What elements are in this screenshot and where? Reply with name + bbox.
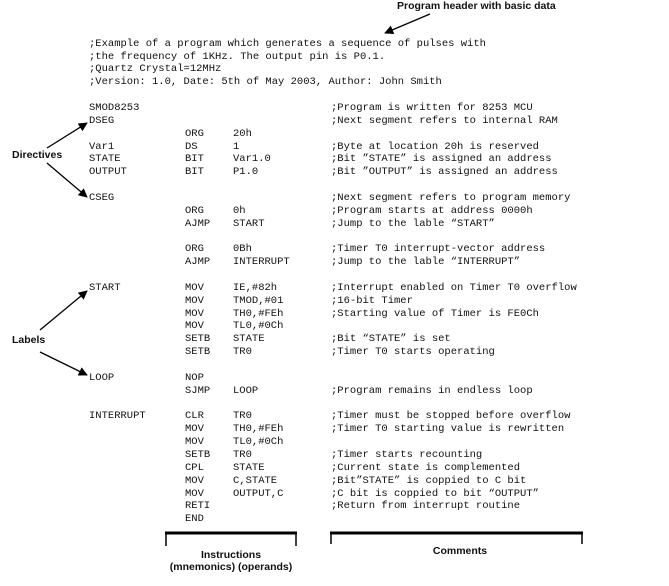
code-operand: 20h <box>233 127 252 140</box>
code-mnemonic: MOV <box>185 320 204 333</box>
comments-annotation: Comments <box>432 545 488 557</box>
code-label: DSEG <box>89 114 115 127</box>
instructions-annotation-line2: (mnemonics) (operands) <box>169 561 293 573</box>
code-comment: ;Program starts at address 0000h <box>331 204 533 217</box>
code-operand: STATE <box>233 333 265 346</box>
code-operand: STATE <box>233 461 265 474</box>
instructions-annotation-line1: Instructions <box>200 549 262 561</box>
code-operand: LOOP <box>233 384 259 397</box>
header-comment-line: ;Version: 1.0, Date: 5th of May 2003, Author: John Smith <box>89 76 442 89</box>
code-operand: C,STATE <box>233 474 278 487</box>
header-arrow <box>385 14 430 33</box>
code-mnemonic: BIT <box>185 166 204 179</box>
code-comment: ;Next segment refers to internal RAM <box>331 114 558 127</box>
code-comment: ;16-bit Timer <box>331 294 413 307</box>
code-mnemonic: DS <box>185 140 198 153</box>
code-label: OUTPUT <box>89 166 127 179</box>
code-mnemonic: CLR <box>185 410 204 423</box>
code-comment: ;Current state is complemented <box>331 461 521 474</box>
code-mnemonic: MOV <box>185 307 204 320</box>
directives-arrow-dseg <box>47 123 87 148</box>
code-operand: TH0,#FEh <box>233 307 284 320</box>
code-label: Var1 <box>89 140 115 153</box>
code-mnemonic: MOV <box>185 294 204 307</box>
code-comment: ;Timer must be stopped before overflow <box>331 410 571 423</box>
code-comment: ;Timer T0 interrupt-vector address <box>331 243 546 256</box>
code-comment: ;Byte at location 20h is reserved <box>331 140 539 153</box>
code-operand: TL0,#0Ch <box>233 320 284 333</box>
code-comment: ;Program is written for 8253 MCU <box>331 102 533 114</box>
program-header-annotation: Program header with basic data <box>397 0 556 12</box>
code-comment: ;Timer starts recounting <box>331 448 483 461</box>
code-mnemonic: MOV <box>185 423 204 436</box>
code-operand: P1.0 <box>233 166 259 179</box>
code-mnemonic: BIT <box>185 153 204 166</box>
code-comment: ;Jump to the lable “START” <box>331 217 495 230</box>
instructions-annotation <box>160 549 302 573</box>
code-mnemonic: MOV <box>185 474 204 487</box>
labels-arrow-start <box>40 291 87 330</box>
code-mnemonic: SETB <box>185 448 211 461</box>
code-label: LOOP <box>89 371 115 384</box>
code-mnemonic: ORG <box>185 127 204 140</box>
code-operand: 1 <box>233 140 240 153</box>
code-operand: START <box>233 217 265 230</box>
code-comment: ;Jump to the lable “INTERRUPT” <box>331 256 521 269</box>
code-comment: ;Interrupt enabled on Timer T0 overflow <box>331 281 577 294</box>
code-comment: ;Bit ”OUTPUT” is assigned an address <box>331 166 558 179</box>
code-label: START <box>89 281 121 294</box>
code-operand: INTERRUPT <box>233 256 290 269</box>
code-mnemonic: AJMP <box>185 256 211 269</box>
code-operand: 0h <box>233 204 246 217</box>
code-operand: IE,#82h <box>233 281 278 294</box>
code-operand: TL0,#0Ch <box>233 436 284 449</box>
code-mnemonic: SJMP <box>185 384 211 397</box>
header-comment-line: ;Example of a program which generates a sequence of pulses with <box>89 38 486 50</box>
directives-annotation: Directives <box>12 149 63 161</box>
code-mnemonic: NOP <box>185 371 204 384</box>
code-comment: ;C bit is coppied to bit “OUTPUT” <box>331 487 539 500</box>
code-comment: ;Next segment refers to program memory <box>331 191 571 204</box>
directives-arrow-cseg <box>47 163 87 197</box>
code-operand: OUTPUT,C <box>233 487 284 500</box>
code-label: STATE <box>89 153 121 166</box>
code-comment: ;Bit”STATE” is coppied to C bit <box>331 474 527 487</box>
labels-arrow-loop <box>40 352 87 375</box>
header-comment-line: ;the frequency of 1KHz. The output pin is P0.1. <box>89 50 386 63</box>
code-comment: ;Timer T0 starts operating <box>331 346 495 359</box>
code-mnemonic: END <box>185 513 204 526</box>
code-label: INTERRUPT <box>89 410 146 423</box>
code-operand: TR0 <box>233 448 252 461</box>
code-label: SMOD8253 <box>89 102 140 114</box>
code-mnemonic: MOV <box>185 281 204 294</box>
code-mnemonic: AJMP <box>185 217 211 230</box>
code-mnemonic: RETI <box>185 500 211 513</box>
code-mnemonic: ORG <box>185 204 204 217</box>
code-operand: Var1.0 <box>233 153 271 166</box>
code-comment: ;Bit “STATE” is set <box>331 333 451 346</box>
code-comment: ;Timer T0 starting value is rewritten <box>331 423 565 436</box>
labels-annotation: Labels <box>12 334 46 346</box>
code-comment: ;Return from interrupt routine <box>331 500 521 513</box>
code-operand: TH0,#FEh <box>233 423 284 436</box>
code-comment: ;Bit ”STATE” is assigned an address <box>331 153 552 166</box>
code-mnemonic: MOV <box>185 487 204 500</box>
code-operand: TR0 <box>233 346 252 359</box>
code-mnemonic: SETB <box>185 346 211 359</box>
code-operand: TMOD,#01 <box>233 294 284 307</box>
code-mnemonic: SETB <box>185 333 211 346</box>
code-operand: TR0 <box>233 410 252 423</box>
code-mnemonic: ORG <box>185 243 204 256</box>
code-label: CSEG <box>89 191 115 204</box>
code-mnemonic: CPL <box>185 461 204 474</box>
code-operand: 0Bh <box>233 243 252 256</box>
code-mnemonic: MOV <box>185 436 204 449</box>
header-comment-line: ;Quartz Crystal=12MHz <box>89 63 222 76</box>
code-comment: ;Program remains in endless loop <box>331 384 533 397</box>
code-comment: ;Starting value of Timer is FE0Ch <box>331 307 539 320</box>
